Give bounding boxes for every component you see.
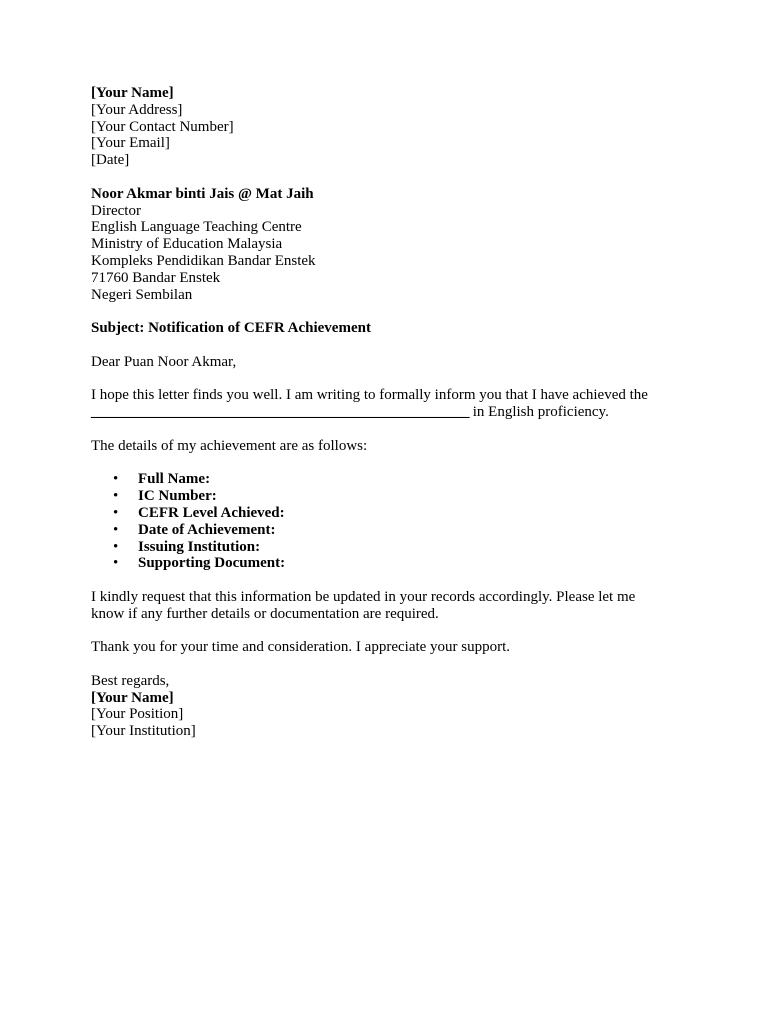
spacer bbox=[91, 371, 691, 388]
closing-block bbox=[91, 673, 691, 740]
spacer bbox=[91, 337, 691, 354]
signer-institution: [Your Institution] bbox=[91, 723, 196, 740]
letter-body bbox=[91, 85, 691, 740]
list-item bbox=[91, 555, 691, 572]
sender-contact-number: [Your Contact Number] bbox=[91, 118, 234, 135]
sender-block bbox=[91, 85, 691, 169]
spacer bbox=[91, 656, 691, 673]
subject-line: Subject: Notification of CEFR Achievement bbox=[91, 320, 371, 337]
intro-paragraph bbox=[91, 387, 691, 421]
recipient-organization: English Language Teaching Centre bbox=[91, 219, 302, 236]
achievement-blank: ______________________________________________________ bbox=[91, 404, 469, 421]
list-item bbox=[91, 471, 691, 488]
bullet-icon: • bbox=[113, 471, 119, 488]
list-item bbox=[91, 488, 691, 505]
spacer bbox=[91, 455, 691, 472]
thanks-paragraph: Thank you for your time and consideration. I appreciate your support. bbox=[91, 639, 511, 656]
spacer bbox=[91, 421, 691, 438]
sign-off: Best regards, bbox=[91, 672, 170, 689]
request-line-1: I kindly request that this information be updated in your records accordingly. Please let me bbox=[91, 588, 636, 605]
spacer bbox=[91, 303, 691, 320]
detail-label: Date of Achievement: bbox=[138, 521, 276, 538]
spacer bbox=[91, 623, 691, 640]
sender-address: [Your Address] bbox=[91, 101, 183, 118]
recipient-postcode-city: 71760 Bandar Enstek bbox=[91, 269, 221, 286]
detail-label: Supporting Document: bbox=[138, 555, 286, 572]
bullet-icon: • bbox=[113, 488, 119, 505]
details-list bbox=[91, 471, 691, 572]
intro-line-2 bbox=[91, 404, 691, 421]
recipient-title: Director bbox=[91, 202, 141, 219]
recipient-state: Negeri Sembilan bbox=[91, 286, 193, 303]
detail-label: IC Number: bbox=[138, 488, 217, 505]
details-intro: The details of my achievement are as follows: bbox=[91, 437, 368, 454]
sender-name: [Your Name] bbox=[91, 85, 174, 101]
spacer bbox=[91, 169, 691, 186]
recipient-complex: Kompleks Pendidikan Bandar Enstek bbox=[91, 252, 316, 269]
request-line-2: know if any further details or documentation are required. bbox=[91, 605, 439, 622]
bullet-icon: • bbox=[113, 555, 119, 572]
request-paragraph bbox=[91, 589, 691, 623]
bullet-icon: • bbox=[113, 521, 119, 538]
detail-label: Full Name: bbox=[138, 471, 211, 488]
signer-position: [Your Position] bbox=[91, 706, 184, 723]
sender-email: [Your Email] bbox=[91, 135, 170, 152]
list-item bbox=[91, 539, 691, 556]
bullet-icon: • bbox=[113, 538, 119, 555]
list-item bbox=[91, 505, 691, 522]
letter-date: [Date] bbox=[91, 152, 130, 169]
salutation: Dear Puan Noor Akmar, bbox=[91, 353, 237, 370]
intro-line-2-suffix: in English proficiency. bbox=[469, 404, 609, 421]
recipient-ministry: Ministry of Education Malaysia bbox=[91, 236, 283, 253]
signer-name: [Your Name] bbox=[91, 689, 174, 706]
bullet-icon: • bbox=[113, 504, 119, 521]
list-item bbox=[91, 522, 691, 539]
detail-label: CEFR Level Achieved: bbox=[138, 504, 285, 521]
detail-label: Issuing Institution: bbox=[138, 538, 261, 555]
recipient-name: Noor Akmar binti Jais @ Mat Jaih bbox=[91, 185, 314, 202]
spacer bbox=[91, 572, 691, 589]
recipient-block bbox=[91, 186, 691, 304]
intro-line-1: I hope this letter finds you well. I am writing to formally inform you that I have achieved the bbox=[91, 387, 648, 404]
